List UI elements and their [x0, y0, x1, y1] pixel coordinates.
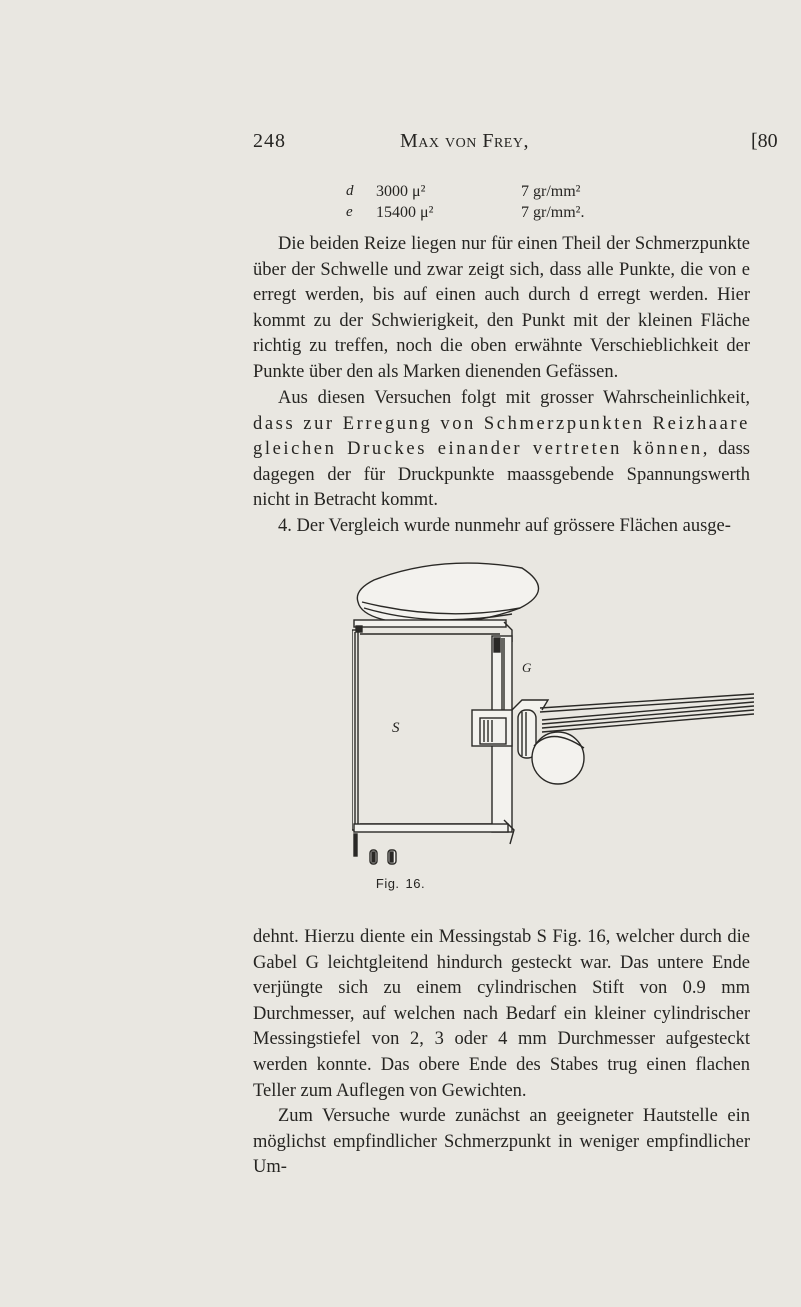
- label-g: G: [522, 660, 532, 675]
- row-area: 15400 μ²: [376, 204, 434, 221]
- measurement-table: [260, 181, 680, 223]
- row-pressure: 7 gr/mm².: [521, 204, 585, 221]
- table-row: [260, 181, 680, 202]
- section-bracket: [80: [751, 130, 778, 152]
- page-number: 248: [253, 130, 286, 152]
- paragraph-part: dass dagegen der für Druckpunkte maassgebende Spannungswerth nicht in Betracht kommt.: [253, 439, 750, 511]
- paragraph: 4. Der Vergleich wurde nunmehr auf grössere Flächen ausge-: [278, 515, 731, 536]
- row-pressure: 7 gr/mm²: [521, 183, 581, 200]
- apparatus-illustration: [352, 562, 754, 878]
- caption-prefix: Fig.: [375, 876, 400, 891]
- table-row: [260, 202, 680, 223]
- running-header: [0, 130, 801, 170]
- label-s: S: [392, 720, 400, 736]
- row-area: 3000 μ²: [376, 183, 426, 200]
- caption-number: 16.: [405, 876, 426, 891]
- paragraph: dehnt. Hierzu diente ein Messingstab S Fig. 16, welcher durch die Gabel G leichtgleitend hindurch gesteckt war. Das untere Ende verjüngte sich zu einem cylindrischen Stift von 0.9 mm Durchmesser, auf welchen nach Bedarf ein kleiner cylindrischer Messingstiefel von 2, 3 oder 4 mm Durchmesser aufgesteckt werden konnte. Das obere Ende des Stabes trug einen flachen Teller zum Auflegen von Gewichten.: [253, 927, 750, 1101]
- paragraph-part: Aus diesen Versuchen folgt mit grosser Wahrscheinlichkeit,: [278, 388, 750, 408]
- row-label: d: [346, 183, 354, 199]
- row-label: e: [346, 204, 353, 220]
- paragraph: Die beiden Reize liegen nur für einen Theil der Schmerzpunkte über der Schwelle und zwar zeigt sich, dass alle Punkte, die von e erregt werden, bis auf einen auch durch d erregt werden. Hier kommt zu der Schwierigkeit, den Punkt mit der kleinen Fläche richtig zu treffen, noch die oben erwähnte Verschieblichkeit der Punkte über den als Marken dienenden Gefässen.: [253, 234, 750, 382]
- emphasized-text: dass zur Erregung von Schmerzpunkten Reizhaare gleichen Druckes einander vertreten können,: [253, 413, 750, 460]
- body-text-conclusion: [253, 386, 750, 540]
- paragraph: Zum Versuche wurde zunächst an geeigneter Hautstelle ein möglichst empfindlicher Schmerzpunkt in weniger empfindlicher Um-: [253, 1106, 750, 1178]
- paragraph: [253, 386, 750, 514]
- body-text-upper: [253, 232, 750, 386]
- figure-caption: [0, 876, 801, 891]
- running-head-author: Max von Frey,: [400, 130, 529, 152]
- body-text-lower: [253, 925, 750, 1181]
